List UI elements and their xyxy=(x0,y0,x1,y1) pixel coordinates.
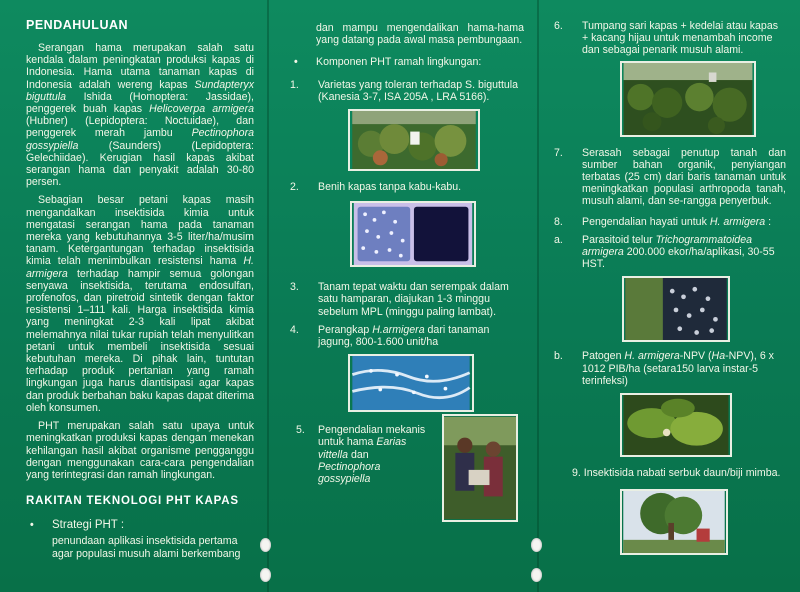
item-text-b: -NPV ( xyxy=(679,350,712,363)
item-species: H. armigera xyxy=(624,350,680,363)
photo-cotton-field xyxy=(348,109,480,171)
binding-hole-1 xyxy=(260,538,271,552)
paragraph-2 xyxy=(26,194,254,414)
item-species-2: Pectinophora gossypiella xyxy=(318,460,381,486)
sub-item-b xyxy=(554,350,786,387)
item-species-1: Earias vittella xyxy=(318,436,407,461)
item-number: 3. xyxy=(290,281,299,294)
item-text: Tanam tepat waktu dan serempak dalam satu hamparan, diajukan 1-3 minggu sebelum MPL (minggu paling lambat). xyxy=(318,281,509,318)
item-species: Trichogrammatoidea armigera xyxy=(582,233,752,259)
bullet-dot: • xyxy=(30,519,34,532)
item-species-2: Ha xyxy=(711,350,726,363)
item-number: 6. xyxy=(554,20,563,32)
column-components-continued xyxy=(538,0,800,592)
item-species: H. armigera xyxy=(709,215,766,228)
p1-species-2: Helicoverpa armigera xyxy=(149,103,254,116)
component-item-4 xyxy=(290,324,524,348)
strategi-text: penundaan aplikasi insektisida pertama agar populasi musuh alami berkembang xyxy=(52,535,241,560)
item-text-a: Pengendalian mekanis untuk hama xyxy=(318,424,426,449)
item-text: Benih kapas tanpa kabu-kabu. xyxy=(318,181,462,194)
paragraph-1 xyxy=(26,42,254,188)
column-introduction xyxy=(0,0,268,592)
component-item-5 xyxy=(290,424,524,485)
p1-text-b: Ishida (Homoptera: Jassidae), penggerek buah kapas xyxy=(26,90,254,116)
item-text-a: Patogen xyxy=(582,350,625,363)
photo-npv-leaves xyxy=(620,393,732,457)
sub-item-a xyxy=(554,234,786,271)
item-number: 8. xyxy=(554,215,563,228)
binding-hole-2 xyxy=(260,568,271,582)
p1-species-1: Sundapteryx biguttula xyxy=(26,78,254,103)
item-text-b: 200.000 ekor/ha/aplikasi, 30-55 HST. xyxy=(582,246,775,271)
p1-species-3: Pectinophora gossypiella xyxy=(26,127,254,152)
component-item-2 xyxy=(290,181,524,193)
item-number: 7. xyxy=(554,146,563,159)
item-text-b: dan xyxy=(348,448,369,461)
continuation-text: dan mampu mengendalikan hama-hama yang datang pada awal masa pembungaan. xyxy=(316,22,524,47)
component-item-1 xyxy=(290,79,524,103)
item-text-b: dari tanaman jagung, 800-1.600 unit/ha xyxy=(318,323,490,349)
item-text: Varietas yang toleran terhadap S. biguttula (Kanesia 3-7, ISA 205A , LRA 5166). xyxy=(318,78,519,103)
item-number: a. xyxy=(554,233,563,246)
strategi-bullet xyxy=(26,519,254,560)
component-item-9: 9. Insektisida nabati serbuk daun/biji mimba. xyxy=(572,467,781,480)
heading-rakitan: RAKITAN TEKNOLOGI PHT KAPAS xyxy=(26,495,239,508)
komponen-bullet xyxy=(290,56,524,68)
heading-pendahuluan: PENDAHULUAN xyxy=(26,18,129,32)
p1-text-d: (Saunders) (Lepidoptera: Gelechiidae). Kerugian hasil kapas akibat serangan hama dan penyakit adalah 30-80 persen. xyxy=(26,139,254,189)
p1-text-c: (Hubner) (Lepidoptera: Noctuidae), dan penggerek merah jambu xyxy=(26,115,254,140)
binding-hole-3 xyxy=(531,538,542,552)
photo-corn-trap xyxy=(348,354,474,412)
p2-species: H. armigera xyxy=(26,255,254,280)
component-item-7 xyxy=(554,147,786,208)
photo-parasitoid xyxy=(622,276,730,342)
column-components xyxy=(268,0,538,592)
item-text-a: Parasitoid telur xyxy=(582,233,656,246)
paragraph-3: PHT merupakan salah satu upaya untuk meningkatkan produksi kapas dengan menekan kehilangan hasil akibat organisme pengganggu dengan menggunakan cara-cara pengendalian yang terintegrasi dan ramah lingkungan. xyxy=(26,420,254,481)
p1-text-a: Serangan hama merupakan salah satu kendala dalam peningkatan produksi kapas di Indonesia. Hama utama tanaman kapas di Indonesia adalah wereng kapas xyxy=(26,42,254,91)
item-number: 2. xyxy=(290,181,299,194)
photo-cotton-seeds xyxy=(350,201,476,267)
item-number: b. xyxy=(554,350,563,363)
photo-neem-tree xyxy=(620,489,728,555)
photo-farmers xyxy=(442,414,518,522)
photo-intercropping xyxy=(620,61,756,137)
item-text-b: : xyxy=(765,215,772,228)
strategi-label: Strategi PHT : xyxy=(52,519,125,532)
item-species: H.armigera xyxy=(372,323,425,336)
item-text-a: Pengendalian hayati untuk xyxy=(582,215,710,228)
item-number: 4. xyxy=(290,323,299,336)
item-text-c: -NPV), 6 x 1012 PIB/ha (setara150 larva instar-5 terinfeksi) xyxy=(582,350,774,387)
komponen-label: Komponen PHT ramah lingkungan: xyxy=(316,56,482,69)
binding-hole-4 xyxy=(531,568,542,582)
p2-text-a: Sebagian besar petani kapas masih mengandalkan insektisida kimia untuk mengatasi serangan hama pada tanaman mereka yang kebutuhannya 3-5 liter/ha/musim tanam. Ketergantungan terhadap insektisida kimia telah menimbulkan resistensi hama xyxy=(26,194,254,268)
bullet-dot: • xyxy=(294,56,298,69)
item-number: 1. xyxy=(290,78,299,91)
component-item-3 xyxy=(290,281,524,318)
item-text: Serasah sebagai penutup tanah dan sumber bahan organik, penyiangan terbatas (25 cm) dari baris tanaman untuk meningkatkan populasi arthropoda tanah, musuh alami, dan se-rangga penyerbuk. xyxy=(582,146,786,208)
item-text: Tumpang sari kapas + kedelai atau kapas + kacang hijau untuk menambah income dan sebagai penarik musuh alami. xyxy=(582,20,779,57)
component-item-8 xyxy=(554,216,786,228)
item-number: 5. xyxy=(296,424,305,437)
p2-text-b: terhadap hampir semua golongan senyawa insektisida, terutama endosulfan, profenofos, dan piretroid sintetik dengan faktor resistensi 1–111 kali. Harga insektisida kimia yang meningkat 2-3 kali lipat akibat melemahnya nilai tukar rupiah telah menyulitkan petani untuk membeli insektisida sesuai kebutuhan mereka. Di pihak lain, tuntutan terhadap produk pertanian yang ramah lingkungan juga harus diantisipasi agar kapas dan produk berbahan baku kapas dapat diterima oleh konsumen. xyxy=(26,267,254,414)
item-text-a: Perangkap xyxy=(318,323,373,336)
component-item-6 xyxy=(554,20,786,57)
